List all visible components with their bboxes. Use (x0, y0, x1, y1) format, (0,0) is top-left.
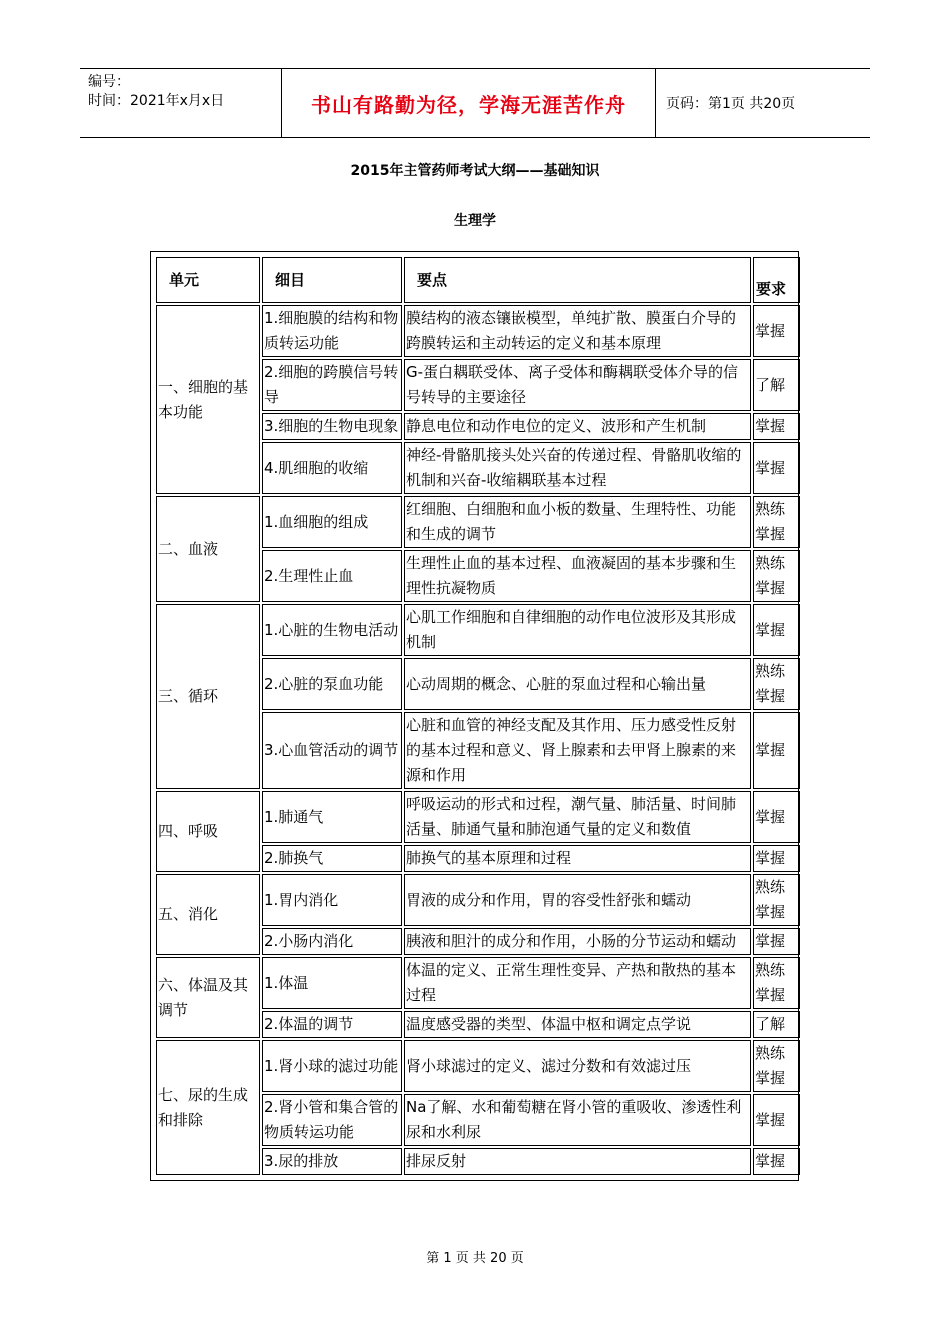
header-requirement: 要求 (753, 257, 800, 303)
item-cell: 1.胃内消化 (262, 874, 402, 926)
point-cell: 胃液的成分和作用，胃的容受性舒张和蠕动 (404, 874, 751, 926)
requirement-cell: 熟练掌握 (753, 550, 800, 602)
item-cell: 1.体温 (262, 957, 402, 1009)
point-cell: 静息电位和动作电位的定义、波形和产生机制 (404, 413, 751, 440)
unit-cell: 六、体温及其调节 (156, 957, 260, 1038)
requirement-cell: 掌握 (753, 413, 800, 440)
point-cell: 胰液和胆汁的成分和作用，小肠的分节运动和蠕动 (404, 928, 751, 955)
requirement-cell: 掌握 (753, 1094, 800, 1146)
header-item: 细目 (262, 257, 402, 303)
requirement-cell: 掌握 (753, 442, 800, 494)
syllabus-table-frame (150, 251, 799, 1181)
page-label: 页码：第1页 共20页 (666, 96, 796, 112)
item-cell: 3.心血管活动的调节 (262, 712, 402, 789)
point-cell: 肾小球滤过的定义、滤过分数和有效滤过压 (404, 1040, 751, 1092)
unit-cell: 三、循环 (156, 604, 260, 789)
unit-cell: 二、血液 (156, 496, 260, 602)
requirement-cell: 了解 (753, 1011, 800, 1038)
header-meta (88, 73, 224, 111)
item-cell: 2.细胞的跨膜信号转导 (262, 359, 402, 411)
table-row (156, 874, 800, 926)
table-row (156, 957, 800, 1009)
unit-cell: 七、尿的生成和排除 (156, 1040, 260, 1175)
requirement-cell: 熟练掌握 (753, 957, 800, 1009)
requirement-cell: 掌握 (753, 791, 800, 843)
document-subtitle: 生理学 (454, 213, 496, 229)
unit-cell: 一、细胞的基本功能 (156, 305, 260, 494)
point-cell: 心脏和血管的神经支配及其作用、压力感受性反射的基本过程和意义、肾上腺素和去甲肾上腺素的来源和作用 (404, 712, 751, 789)
requirement-cell: 掌握 (753, 928, 800, 955)
unit-cell: 四、呼吸 (156, 791, 260, 872)
item-cell: 2.心脏的泵血功能 (262, 658, 402, 710)
requirement-cell: 熟练掌握 (753, 496, 800, 548)
document-header (80, 68, 870, 138)
document-title: 2015年主管药师考试大纲——基础知识 (350, 163, 600, 179)
table-header-row (156, 257, 800, 303)
point-cell: 膜结构的液态镶嵌模型，单纯扩散、膜蛋白介导的跨膜转运和主动转运的定义和基本原理 (404, 305, 751, 357)
requirement-cell: 掌握 (753, 305, 800, 357)
point-cell: 心动周期的概念、心脏的泵血过程和心输出量 (404, 658, 751, 710)
date-label: 时间：2021年x月x日 (88, 93, 225, 109)
requirement-cell: 掌握 (753, 1148, 800, 1175)
syllabus-table (154, 255, 802, 1177)
unit-cell: 五、消化 (156, 874, 260, 955)
table-row (156, 791, 800, 843)
requirement-cell: 掌握 (753, 604, 800, 656)
item-cell: 1.心脏的生物电活动 (262, 604, 402, 656)
header-unit: 单元 (156, 257, 260, 303)
point-cell: G-蛋白耦联受体、离子受体和酶耦联受体介导的信号转导的主要途径 (404, 359, 751, 411)
item-cell: 3.尿的排放 (262, 1148, 402, 1175)
item-cell: 4.肌细胞的收缩 (262, 442, 402, 494)
point-cell: Na了解、水和葡萄糖在肾小管的重吸收、渗透性利尿和水利尿 (404, 1094, 751, 1146)
requirement-cell: 熟练掌握 (753, 874, 800, 926)
table-row (156, 496, 800, 548)
item-cell: 1.血细胞的组成 (262, 496, 402, 548)
item-cell: 1.肺通气 (262, 791, 402, 843)
requirement-cell: 掌握 (753, 845, 800, 872)
motto: 书山有路勤为径，学海无涯苦作舟 (281, 69, 656, 137)
table-row (156, 305, 800, 357)
point-cell: 神经-骨骼肌接头处兴奋的传递过程、骨骼肌收缩的机制和兴奋-收缩耦联基本过程 (404, 442, 751, 494)
item-cell: 1.细胞膜的结构和物质转运功能 (262, 305, 402, 357)
point-cell: 排尿反射 (404, 1148, 751, 1175)
point-cell: 红细胞、白细胞和血小板的数量、生理特性、功能和生成的调节 (404, 496, 751, 548)
point-cell: 温度感受器的类型、体温中枢和调定点学说 (404, 1011, 751, 1038)
item-cell: 2.小肠内消化 (262, 928, 402, 955)
item-cell: 3.细胞的生物电现象 (262, 413, 402, 440)
item-cell: 2.肾小管和集合管的物质转运功能 (262, 1094, 402, 1146)
point-cell: 生理性止血的基本过程、血液凝固的基本步骤和生理性抗凝物质 (404, 550, 751, 602)
page-footer: 第 1 页 共 20 页 (426, 1251, 524, 1266)
requirement-cell: 了解 (753, 359, 800, 411)
requirement-cell: 掌握 (753, 712, 800, 789)
number-label: 编号： (88, 74, 130, 90)
table-row (156, 1040, 800, 1092)
requirement-cell: 熟练掌握 (753, 1040, 800, 1092)
point-cell: 心肌工作细胞和自律细胞的动作电位波形及其形成机制 (404, 604, 751, 656)
requirement-cell: 熟练掌握 (753, 658, 800, 710)
item-cell: 2.肺换气 (262, 845, 402, 872)
item-cell: 2.体温的调节 (262, 1011, 402, 1038)
point-cell: 肺换气的基本原理和过程 (404, 845, 751, 872)
header-point: 要点 (404, 257, 751, 303)
table-row (156, 604, 800, 656)
point-cell: 呼吸运动的形式和过程，潮气量、肺活量、时间肺活量、肺通气量和肺泡通气量的定义和数值 (404, 791, 751, 843)
point-cell: 体温的定义、正常生理性变异、产热和散热的基本过程 (404, 957, 751, 1009)
item-cell: 1.肾小球的滤过功能 (262, 1040, 402, 1092)
item-cell: 2.生理性止血 (262, 550, 402, 602)
